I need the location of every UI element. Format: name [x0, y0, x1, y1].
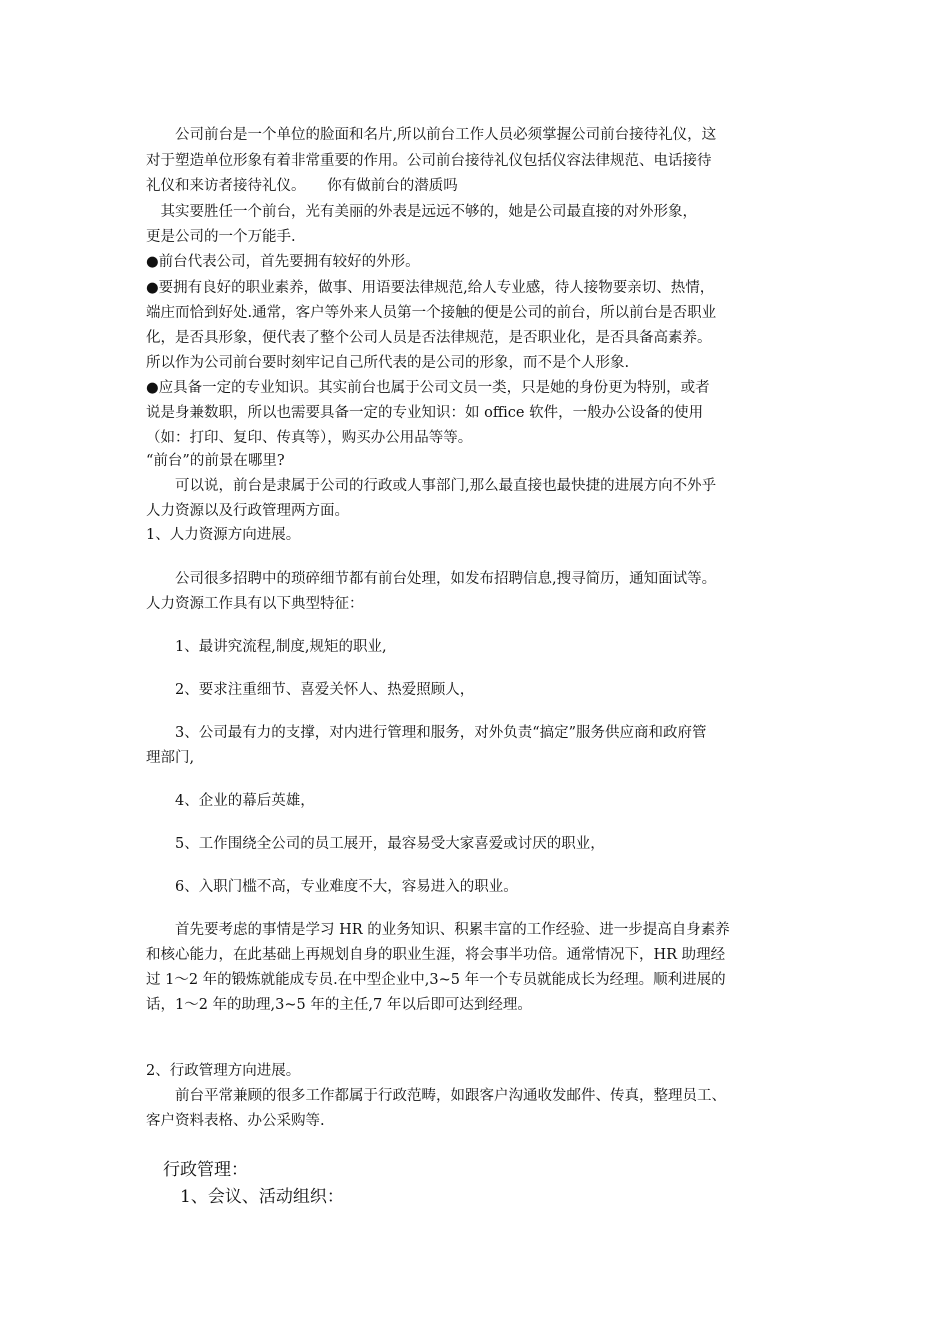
paragraph-line: 话，1～2 年的助理,3~5 年的主任,7 年以后即可达到经理。: [146, 997, 532, 1013]
paragraph-line: 人力资源以及行政管理两方面。: [146, 503, 349, 519]
paragraph-line: 过 1～2 年的锻炼就能成专员.在中型企业中,3~5 年一个专员就能成长为经理。顺利进展的: [146, 972, 726, 988]
paragraph-line: 客户资料表格、办公采购等.: [146, 1113, 325, 1129]
list-item: 1、最讲究流程,制度,规矩的职业,: [146, 639, 387, 655]
paragraph-line: 人力资源工作具有以下典型特征：: [146, 596, 364, 612]
section-heading: 2、行政管理方向进展。: [146, 1063, 301, 1079]
list-item: 2、要求注重细节、喜爱关怀人、热爱照顾人，: [146, 682, 475, 698]
paragraph-line: 礼仪和来访者接待礼仪。 你有做前台的潜质吗: [146, 178, 458, 194]
bullet-line: ●应具备一定的专业知识。其实前台也属于公司文员一类，只是她的身份更为特别，或者: [146, 380, 710, 396]
subheading: 1、会议、活动组织：: [146, 1187, 344, 1207]
paragraph-line: 对于塑造单位形象有着非常重要的作用。公司前台接待礼仪包括仪容法律规范、电话接待: [146, 153, 712, 169]
heading-line: “前台”的前景在哪里?: [146, 453, 285, 469]
list-item: 理部门,: [146, 750, 195, 766]
list-item: 3、公司最有力的支撑，对内进行管理和服务，对外负责“搞定”服务供应商和政府管: [146, 725, 707, 741]
section-heading: 1、人力资源方向进展。: [146, 527, 301, 543]
list-item: 6、入职门槛不高，专业难度不大，容易进入的职业。: [146, 879, 518, 895]
paragraph-line: 更是公司的一个万能手.: [146, 229, 296, 245]
paragraph-line: 端庄而恰到好处.通常，客户等外来人员第一个接触的便是公司的前台，所以前台是否职业: [146, 305, 717, 321]
bullet-line: ●要拥有良好的职业素养，做事、用语要法律规范,给人专业感，待人接物要亲切、热情，: [146, 280, 715, 296]
bullet-line: ●前台代表公司，首先要拥有较好的外形。: [146, 254, 420, 270]
subheading: 行政管理：: [146, 1160, 248, 1180]
paragraph-line: 首先要考虑的事情是学习 HR 的业务知识、积累丰富的工作经验、进一步提高自身素养: [146, 922, 730, 938]
paragraph-line: 前台平常兼顾的很多工作都属于行政范畴，如跟客户沟通收发邮件、传真，整理员工、: [146, 1088, 726, 1104]
list-item: 5、工作围绕全公司的员工展开，最容易受大家喜爱或讨厌的职业，: [146, 836, 605, 852]
paragraph-line: 和核心能力，在此基础上再规划自身的职业生涯，将会事半功倍。通常情况下，HR 助理经: [146, 947, 726, 963]
list-item: 4、企业的幕后英雄，: [146, 793, 315, 809]
paragraph-line: 可以说，前台是隶属于公司的行政或人事部门,那么最直接也最快捷的进展方向不外乎: [146, 478, 717, 494]
paragraph-line: 说是身兼数职，所以也需要具备一定的专业知识：如 office 软件，一般办公设备的使用: [146, 405, 704, 421]
paragraph-line: 公司前台是一个单位的脸面和名片,所以前台工作人员必须掌握公司前台接待礼仪，这: [146, 127, 717, 143]
paragraph-line: 化，是否具形象，便代表了整个公司人员是否法律规范，是否职业化，是否具备高素养。: [146, 330, 712, 346]
paragraph-line: 所以作为公司前台要时刻牢记自己所代表的是公司的形象，而不是个人形象.: [146, 355, 630, 371]
paragraph-line: 其实要胜任一个前台，光有美丽的外表是远远不够的，她是公司最直接的对外形象，: [146, 204, 697, 220]
paragraph-line: （如：打印、复印、传真等），购买办公用品等等。: [146, 430, 473, 446]
paragraph-line: 公司很多招聘中的琐碎细节都有前台处理，如发布招聘信息,搜寻简历，通知面试等。: [146, 571, 717, 587]
